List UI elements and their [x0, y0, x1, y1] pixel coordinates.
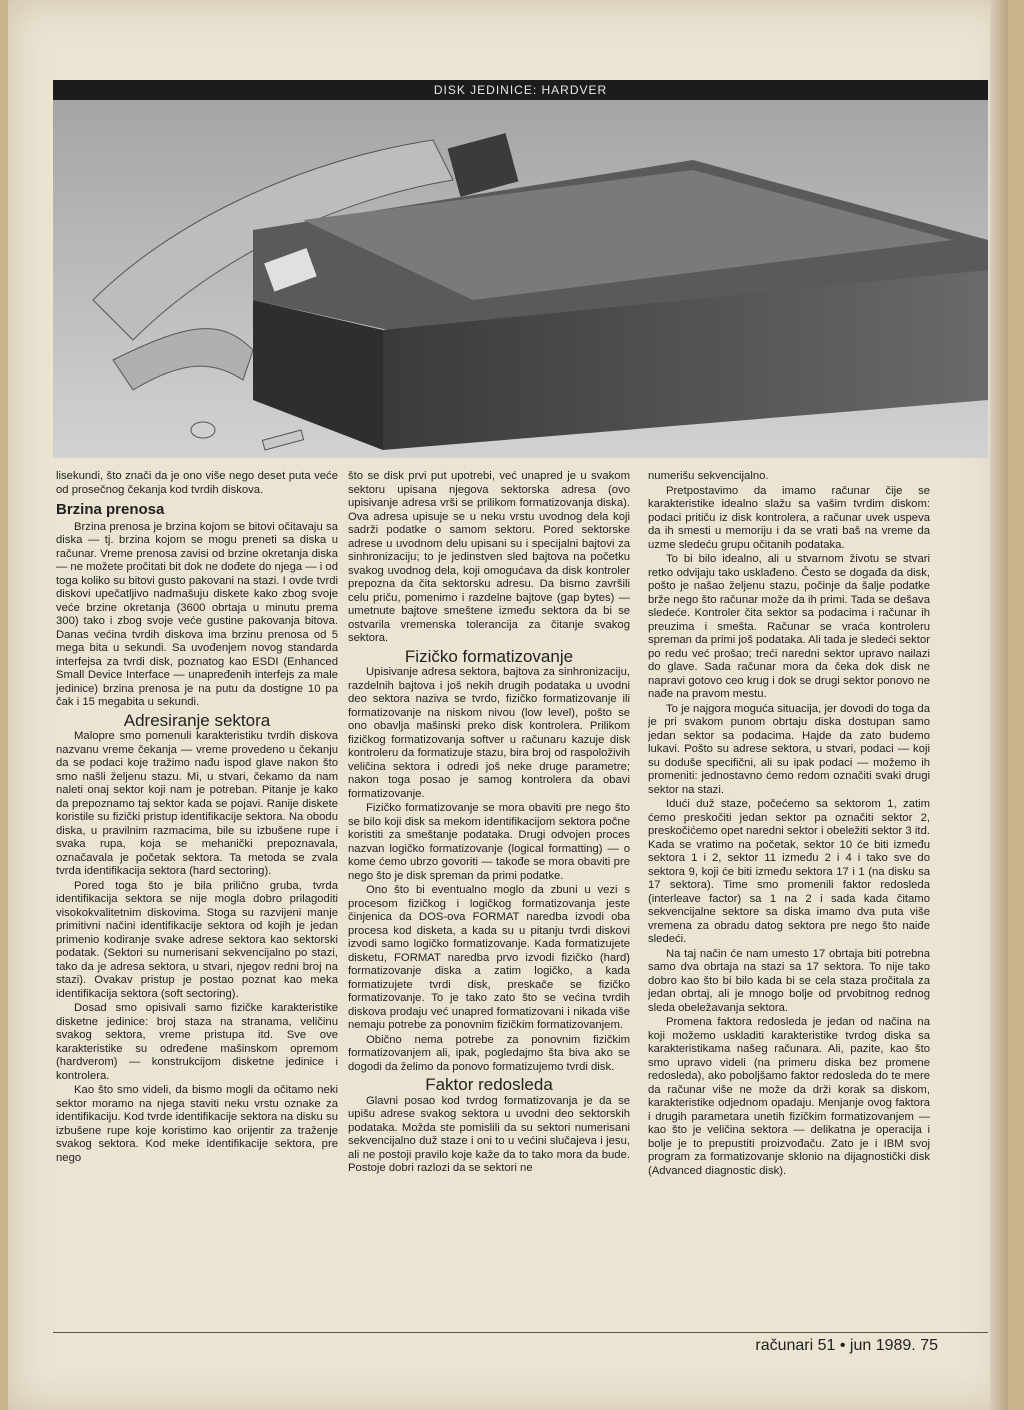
- section-header: DISK JEDINICE: HARDVER: [53, 80, 988, 100]
- hard-disk-photo: [53, 100, 988, 458]
- paragraph: Dosad smo opisivali samo fizičke karakteristike disketne jedinice: broj staza na stranama, veličinu svakog sektora, vreme pristupa itd. Sve ove karakteristike su određene mašinskom opremom (hardverom) — konstrukcijom disketne jedinice i kontrolera.: [56, 1002, 338, 1082]
- subheading-fizicko-formatizovanje: Fizičko formatizovanje: [404, 646, 574, 666]
- paragraph: Malopre smo pomenuli karakteristiku tvrdih diskova nazvanu vreme čekanja — vreme provedeno u čekanju da se podaci koje tražimo nađu ispod glave nakon što smo našli željenu stazu. Mi, u stvari, čekamo da nam naleti onaj sektor koji nam je potreban. Pitanje je kako da prepoznamo taj sektor kada se pojavi. Ranije diskete koristile su fizički pristup identifikacije sektora. Na obodu diska, u pravilnim razmacima, bile su izbušene rupe i svaka rupa, koja se mehanički prepoznavala, označavala je početak sektora. Ta metoda se zvala tvrda identifikacija sektora (hard sectoring).: [56, 730, 338, 877]
- paragraph: što se disk prvi put upotrebi, već unapred je u svakom sektoru upisana njegova sektorska adresa (ovo upisivanje adresa vrši se prilikom formatizovanja diska). Ova adresa upisuje se u neku vrstu uvodnog dela koji sadrži podatke o samom sektoru. Pored sektorske adrese u uvodnom delu upisani su i specijalni bajtovi za sinhronizaciju; to je jedinstven sled bajtova na početku svakog uvodnog dela, koji omogućava da disk kontroler prepozna da čita sektorsku adresu. Da bismo završili celu priču, pomenimo i razdelne bajtove (gap bytes) — umetnute bajtove smeštene između sektora da bi se ostvarila vremenska tolerancija za čitanje svakog sektora.: [348, 470, 630, 644]
- paragraph: lisekundi, što znači da je ono više nego deset puta veće od prosečnog čekanja kod tvrdih diskova.: [56, 470, 338, 496]
- paragraph: Pretpostavimo da imamo računar čije se karakteristike idealno slažu sa vašim tvrdim diskom: podaci pritiču iz disk kontrolera, a računar uvek uspeva da ih smesti u memoriju i da se vrati baš na vreme da uzme sledeću grupu očitanih podataka.: [648, 484, 930, 551]
- paragraph: numerišu sekvencijalno.: [648, 470, 769, 482]
- column-3: [648, 470, 930, 1330]
- subheading-faktor-redosleda: Faktor redosleda: [425, 1075, 553, 1094]
- paragraph: Fizičko formatizovanje se mora obaviti pre nego što se bilo koji disk sa mekom identifikacijom sektora počne koristiti za smeštanje podataka. Drugi odvojen proces nazvan logičko formatizovanje (logical formatting) — o kome ćemo ubrzo govoriti — takođe se mora obaviti pre nego što je disk spreman da primi podatke.: [348, 802, 630, 882]
- paragraph: Brzina prenosa je brzina kojom se bitovi očitavaju sa diska — tj. brzina kojom se mogu preneti sa diska u računar. Vreme prenosa zavisi od brzine okretanja diska — ne možete pročitati bit dok ne dođete do njega — i od toga koliko su bitovi gusto pakovani na stazi. I ovde tvrdi diskovi upečatljivo nadmašuju diskete kako zbog svoje veće brzine okretanja (3600 obrtaja u minutu prema 300) tako i zbog svoje veće gustine pakovanja bitova. Danas većina tvrdih diskova ima brzinu prenosa od 5 mega bita u sekundi. Sa uvođenjem novog standarda interfejsa za tvrdi disk, poznatog kao ESDI (Enhanced Small Device Interface — unapređenih interfejs za male jedinice) brzina prenosa je na putu da dostigne 10 pa čak i 15 megabita u sekundi.: [56, 520, 338, 708]
- column-2: [348, 470, 630, 1330]
- paragraph: Ono što bi eventualno moglo da zbuni u vezi s procesom fizičkog i logičkog formatizovanja jeste činjenica da DOS-ova FORMAT naredba izvodi oba procesa kod disketa, a kada su u pitanju tvrdi diskovi izvodi samo logičko formatizovanje. Kada formatizujete disketu, FORMAT naredba prvo izvodi fizičko (hard) formatizovanje diska a zatim logičko, a kada formatizujete tvrdi disk, preskače se fizičko formatizovanje. To je tako zato što se većina tvrdih diskova prodaju već unapred formatizovani i nikada više nemaju potrebe za ponovnim fizičkim formatizovanjem.: [348, 884, 630, 1031]
- paragraph: Upisivanje adresa sektora, bajtova za sinhronizaciju, razdelnih bajtova i još nekih drugih podataka u uvodni deo sektora naziva se tvrdo, fizičko formatizovanje ili formatizovanje na niskom nivou (low level), pošto se ono obavlja mašinski preko disk kontrolera. Prilikom fizičkog formatizovanja softver u računaru kazuje disk kontroleru da formatizuje stazu, bira broj od raspoloživih veličina sektora i odredi još neke druge parametre; nakon toga posao je samog kontrolera da obavi formatizovanje.: [348, 666, 630, 800]
- paragraph: To bi bilo idealno, ali u stvarnom životu se stvari retko odvijaju tako usklađeno. Često se događa da disk, pošto je našao željenu stazu, počinje da šalje podatke brže nego što računar može da ih primi. Tada se dešava sledeće. Kontroler čita sektor sa podacima i računar ih preuzima i smešta. Računar se vraća kontroleru spreman da primi još podataka. Ali tada je sledeći sektor po redu već prošao; treći naredni sektor upravo nailazi do glave. Sada računar mora da čeka dok disk ne napravi gotovo ceo krug i dok se drugi sektor ponovo ne nađe na pravom mestu.: [648, 553, 930, 700]
- paragraph: Na taj način će nam umesto 17 obrtaja biti potrebna samo dva obrtaja na stazi sa 17 sektora. To nije tako dobro kao što bi bilo kada bi se cela staza pročitala za jedan obrtaj, ali je mnogo bolje od prvobitnog rednog sleda obeležavanja sektora.: [648, 947, 930, 1014]
- paragraph: Glavni posao kod tvrdog formatizovanja je da se upišu adrese svakog sektora u uvodni deo sektorskih podataka. Možda ste pomislili da su sektori numerisani sekvencijalno duž staze i oni to u većini slučajeva i jesu, ali ne postoji pravilo koje kaže da to tako mora da bude. Postoje dobri razlozi da se sektori ne: [348, 1094, 630, 1174]
- paragraph: Pored toga što je bila prilično gruba, tvrda identifikacija sektora se nije mogla dobro prilagoditi visokokvalitetnim diskovima. Stoga su razvijeni manje primitivni načini identifikacije sektora od kojih je jedan primenio kodiranje svake adrese sektora kao sektorski podatak. (Sektori su numerisani sekvencijalno po stazi, tako da je adresa sektora, u stvari, njegov redni broj na stazi). Ovakav pristup je postao poznat kao meka identifikacija sektora (soft sectoring).: [56, 879, 338, 1000]
- page-edge: [990, 0, 1008, 1410]
- column-1: [56, 470, 338, 1330]
- subheading-adresiranje-sektora: Adresiranje sektora: [123, 710, 271, 730]
- page-footer: računari 51 • jun 1989. 75: [755, 1337, 938, 1354]
- magazine-page: [8, 0, 1008, 1410]
- paragraph: Kao što smo videli, da bismo mogli da očitamo neki sektor moramo na njega staviti neku vrstu oznake za identifikaciju. Kod tvrde identifikacije sektora na disku su izbušene rupe koje koristimo kao orijentir za traženje svakog sektora. Kod meke identifikacije sektora, pre nego: [56, 1084, 338, 1164]
- subheading-brzina-prenosa: Brzina prenosa: [56, 501, 165, 518]
- paragraph: To je najgora moguća situacija, jer dovodi do toga da je pri svakom punom obrtaju diska dostupan samo jedan sektor sa podacima. Hajde da zato budemo lukavi. Pošto su adrese sektora, u stvari, podaci — koji su doduše specifični, ali su ipak podaci — možemo ih promeniti: jednostavno ćemo redom označiti svaki drugi sektor na stazi.: [648, 702, 930, 796]
- paragraph: Obično nema potrebe za ponovnim fizičkim formatizovanjem ali, ipak, pogledajmo šta biva ako se dogodi da želimo da ponovo formatizujemo tvrdi disk.: [348, 1033, 630, 1073]
- hard-disk-illustration: [53, 100, 988, 458]
- paragraph: Idući duž staze, počećemo sa sektorom 1, zatim ćemo preskočiti jedan sektor pa označiti sektor 2, preskočićemo opet naredni sektor i obeležiti sektor 3 itd. Kada se vratimo na početak, sektor 10 će biti između sektora 1 i 2, sektor 11 između 2 i 4 i tako sve do sektora 9, koji će biti između sektora 17 i 1 (na disku sa 17 sektora). Time smo promenili faktor redosleda (interleave factor) sa 1 na 2 i sada kada čitamo sekvencijalne sektore sa diska imamo dva puta više vremena za obradu datog sektora pre nego što naiđe sledeći.: [648, 798, 930, 945]
- footer-rule: [53, 1332, 988, 1333]
- paragraph: Promena faktora redosleda je jedan od načina na koji možemo uskladiti karakteristike tvrdog diska sa karakteristikama našeg računara. Ali, pazite, kao što smo upravo videli (na primeru diska bez promene redosleda), ako poboljšamo faktor redosleda do te mere da računar više ne može da drži korak sa diskom, karakteristike odjednom opadaju. Menjanje ovog faktora i drugih parametara unetih fizičkim formatizovanjem — kao što je veličina sektora — delikatna je operacija i bolje je to prepustiti proizvođaču. Zato je i IBM svoj program za formatizovanje sklonio na dijagnostički disk (Advanced diagnostic disk).: [648, 1016, 930, 1177]
